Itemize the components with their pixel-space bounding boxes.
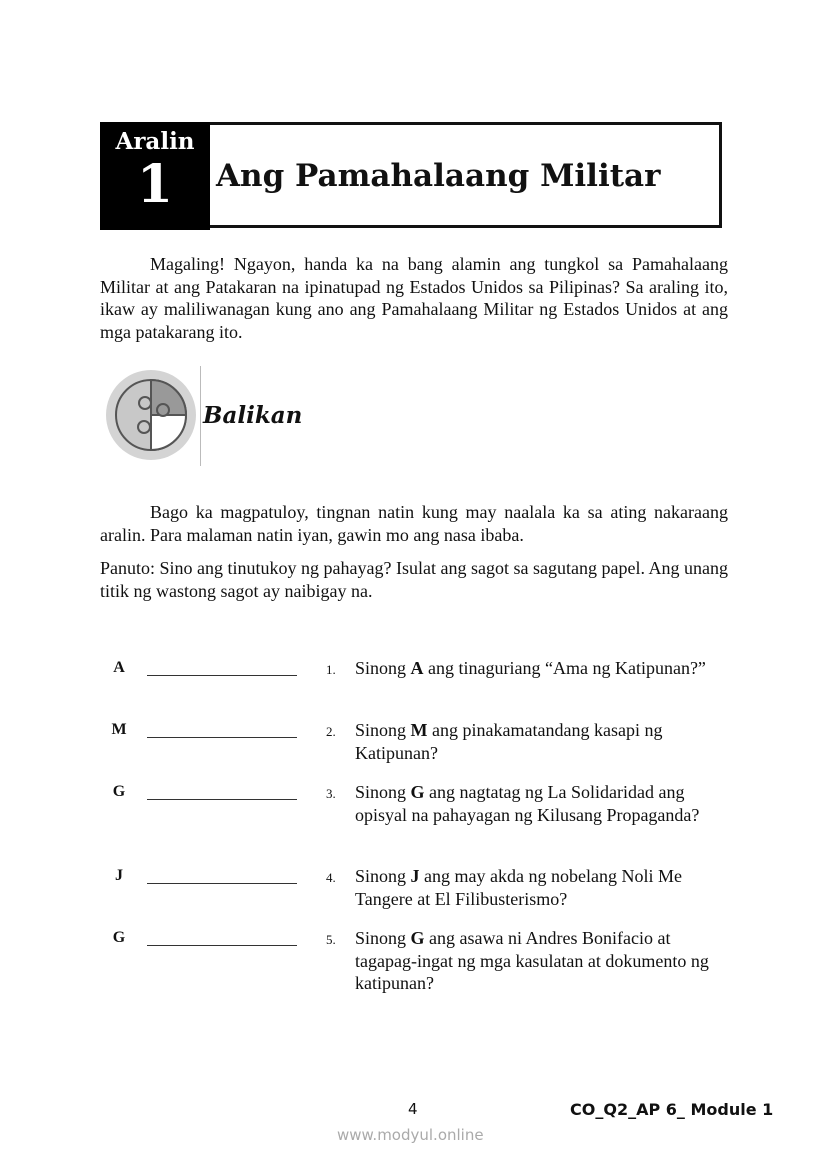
item-number: 1. <box>326 662 336 677</box>
item-number: 5. <box>326 932 336 947</box>
question-pre: Sinong <box>355 720 411 740</box>
item-number: 2. <box>326 724 336 739</box>
puzzle-icon <box>106 370 196 464</box>
item-number: 3. <box>326 786 336 801</box>
question-post: ang may akda ng nobelang Noli Me Tangere at El Filibusterismo? <box>355 866 682 909</box>
question-pre: Sinong <box>355 658 411 678</box>
lesson-number: 1 <box>136 154 174 215</box>
question-letter: A <box>410 658 424 678</box>
balikan-intro: Bago ka magpatuloy, tingnan natin kung may naalala ka sa ating nakaraang aralin. Para malaman natin iyan, gawin mo ang nasa ibaba. <box>100 502 728 545</box>
question-post: ang asawa ni Andres Bonifacio at tagapag-ingat ng mga kasulatan at dokumento ng katipunan? <box>355 928 709 993</box>
item-number: 4. <box>326 870 336 885</box>
question-text <box>355 865 725 910</box>
lesson-title: Ang Pamahalaang Militar <box>216 158 661 194</box>
answer-blank[interactable] <box>147 945 297 946</box>
module-code: CO_Q2_AP 6_ Module 1 <box>570 1100 774 1119</box>
question-letter: J <box>410 866 420 886</box>
question-pre: Sinong <box>355 866 411 886</box>
question-letter: G <box>410 782 425 802</box>
question-pre: Sinong <box>355 928 411 948</box>
answer-letter: A <box>113 659 125 676</box>
page-number: 4 <box>408 1100 418 1118</box>
question-letter: G <box>410 928 425 948</box>
aralin-label: Aralin <box>115 128 195 155</box>
answer-blank[interactable] <box>147 883 297 884</box>
question-letter: M <box>410 720 428 740</box>
intro-paragraph: Magaling! Ngayon, handa ka na bang alamin ang tungkol sa Pamahalaang Militar at ang Patakaran na ipinatupad ng Estados Unidos sa Pilipinas? Sa araling ito, ikaw ay maliliwanagan kung ano ang Pamahalaang Militar ng Estados Unidos at ang mga patakarang ito. <box>100 254 728 342</box>
watermark: www.modyul.online <box>337 1126 484 1144</box>
divider <box>200 366 201 466</box>
question-text <box>355 719 725 764</box>
answer-letter: G <box>112 783 126 800</box>
question-text <box>355 657 725 680</box>
answer-letter: M <box>111 721 127 738</box>
question-post: ang nagtatag ng La Solidaridad ang opisyal na pahayagan ng Kilusang Propaganda? <box>355 782 700 825</box>
answer-letter: G <box>112 929 126 946</box>
question-pre: Sinong <box>355 782 411 802</box>
instructions: Panuto: Sino ang tinutukoy ng pahayag? Isulat ang sagot sa sagutang papel. Ang unang titik ng wastong sagot ay naibigay na. <box>100 558 728 601</box>
answer-blank[interactable] <box>147 737 297 738</box>
answer-blank[interactable] <box>147 675 297 676</box>
question-post: ang tinaguriang “Ama ng Katipunan?” <box>423 658 706 678</box>
question-post: ang pinakamatandang kasapi ng Katipunan? <box>355 720 663 763</box>
question-text <box>355 927 725 995</box>
section-title: Balikan <box>203 402 303 429</box>
answer-blank[interactable] <box>147 799 297 800</box>
answer-letter: J <box>115 867 123 884</box>
lesson-badge <box>100 122 210 230</box>
question-text <box>355 781 725 826</box>
